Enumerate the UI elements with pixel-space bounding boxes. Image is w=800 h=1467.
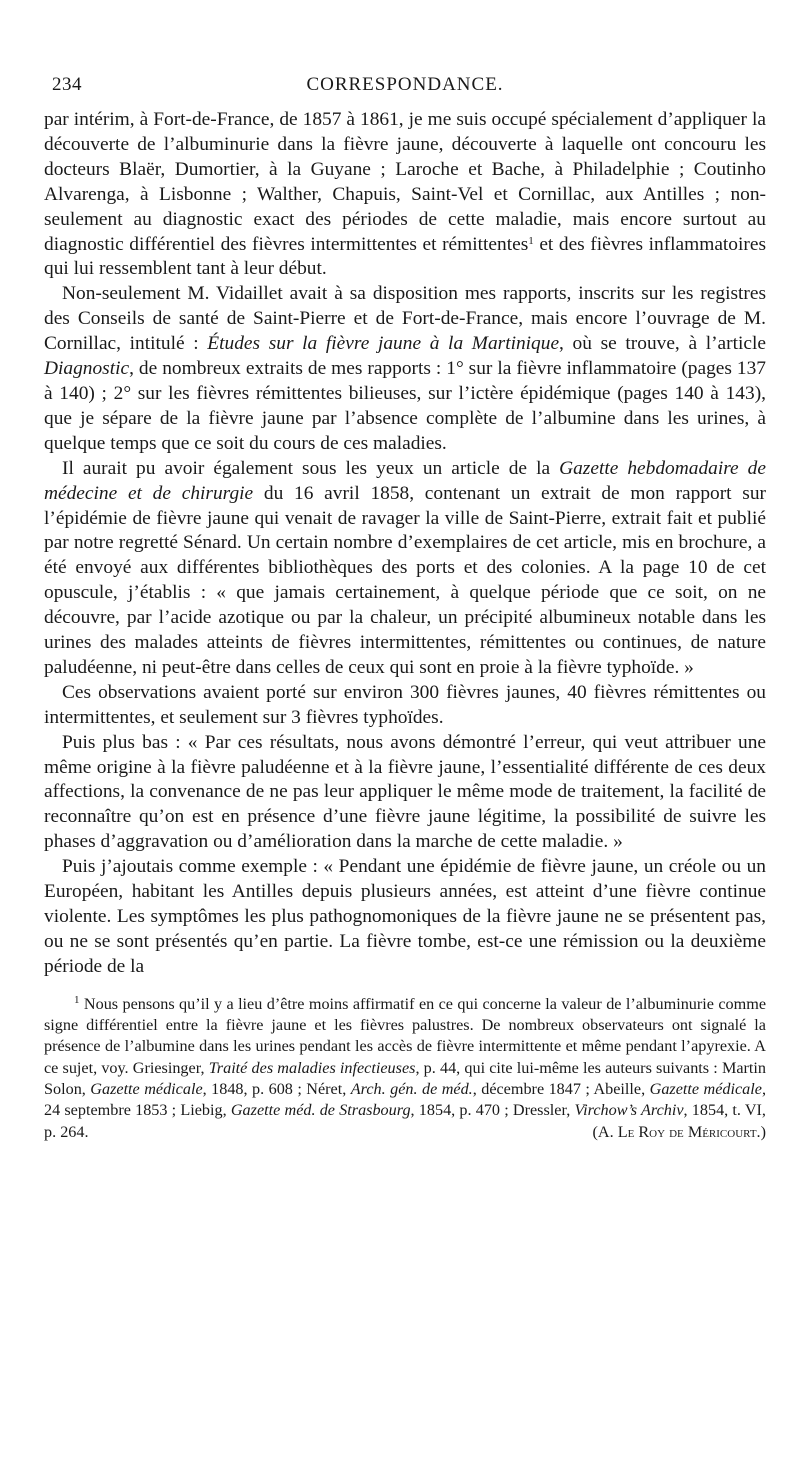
body-text <box>44 108 766 980</box>
paragraph: Non-seulement M. Vidaillet avait à sa disposition mes rapports, inscrits sur les registres des Conseils de santé de Saint-Pierre et de Fort-de-France, mais encore l’ouvrage de M. Cornillac, intitulé : Études sur la fièvre jaune à la Martinique, où se trouve, à l’article Diagnostic, de nombreux extraits de mes rapports : 1° sur la fièvre inflammatoire (pages 137 à 140) ; 2° sur les fièvres rémittentes bilieuses, sur l’ictère épidémique (pages 140 à 143), que je sépare de la fièvre jaune par l’absence complète de l’albumine dans les urines, à quelque temps que ce soit du cours de ces maladies. <box>44 283 766 454</box>
page-header <box>44 74 766 108</box>
footnote: $^1$ Nous pensons qu’il y a lieu d’être moins affirmatif en ce qui concerne la valeur de l’albuminurie comme signe différentiel entre la fièvre jaune et les fièvres palustres. De nombreux observateurs ont signalé la présence de l’albumine dans les urines pendant les accès de fièvre intermittente et même pendant l’apyrexie. A ce sujet, voy. Griesinger, Traité des maladies infectieuses, p. 44, qui cite lui-même les auteurs suivants : Martin Solon, Gazette médicale, 1848, p. 608 ; Néret, Arch. gén. de méd., décembre 1847 ; Abeille, Gazette médicale, 24 septembre 1853 ; Liebig, Gazette méd. de Strasbourg, 1854, p. 470 ; Dressler, Virchow’s Archiv, 1854, t. VI, p. 264. (A. Le Roy de Méricourt.) <box>44 994 766 1143</box>
footnote-signature: (A. Le Roy de Méricourt.) <box>592 1122 766 1141</box>
page-number: 234 <box>52 74 82 95</box>
running-head: CORRESPONDANCE. <box>306 74 504 95</box>
paragraph: par intérim, à Fort-de-France, de 1857 à 1861, je me suis occupé spécialement d’appliquer la découverte de l’albuminurie dans la fièvre jaune, découverte à laquelle ont concouru les docteurs Blaër, Dumortier, à la Guyane ; Laroche et Bache, à Philadelphie ; Coutinho Alvarenga, à Lisbonne ; Walther, Chapuis, Saint-Vel et Cornillac, aux Antilles ; non-seulement au diagnostic exact des périodes de cette maladie, mais encore surtout au diagnostic différentiel des fièvres intermittentes et rémittentes$^1$ et des fièvres inflammatoires qui lui ressemblent tant à leur début. <box>44 109 766 280</box>
journal-title: Gazette hebdomadaire de médecine et de chirurgie <box>44 457 766 504</box>
paragraph: Ces observations avaient porté sur environ 300 fièvres jaunes, 40 fièvres rémittentes ou intermittentes, et seulement sur 3 fièvres typhoïdes. <box>44 681 766 728</box>
section-title: Diagnostic <box>44 358 130 380</box>
paragraph: Puis plus bas : « Par ces résultats, nous avons démontré l’erreur, qui veut attribuer une même origine à la fièvre paludéenne et à la fièvre jaune, l’essentialité différente de ces deux affections, la convenance de ne pas leur appliquer le même mode de traitement, la facilité de reconnaître qu’on est en présence d’une fièvre jaune légitime, la possibilité de suivre les phases d’aggravation ou d’amélioration dans la marche de cette maladie. » <box>44 731 766 853</box>
footnotes <box>44 994 766 1143</box>
paragraph: Puis j’ajoutais comme exemple : « Pendant une épidémie de fièvre jaune, un créole ou un Européen, habitant les Antilles depuis plusieurs années, est atteint d’une fièvre continue violente. Les symptômes les plus pathognomoniques de la fièvre jaune ne se présentent pas, ou ne se sont présentés qu’en partie. La fièvre tombe, est-ce une rémission ou la deuxième période de la <box>44 856 766 977</box>
book-title: Études sur la fièvre jaune à la Martinique <box>207 333 560 355</box>
paragraph: Il aurait pu avoir également sous les yeux un article de la Gazette hebdomadaire de médecine et de chirurgie du 16 avril 1858, contenant un extrait de mon rapport sur l’épidémie de fièvre jaune qui venait de ravager la ville de Saint-Pierre, extrait fait et publié par notre regretté Sénard. Un certain nombre d’exemplaires de cet article, mis en brochure, a été envoyé aux différentes bibliothèques des ports et des colonies. A la page 10 de cet opuscule, j’établis : « que jamais certainement, à quelque période que ce soit, on ne découvre, par l’acide azotique ou par la chaleur, un précipité albumineux notable dans les urines des malades atteints de fièvres intermittentes, rémittentes ou continues, de nature paludéenne, ni peut-être dans celles de ceux qui sont en proie à la fièvre typhoïde. » <box>44 457 766 678</box>
footnote-ref: 1 <box>528 234 534 247</box>
document-page <box>44 74 766 1143</box>
